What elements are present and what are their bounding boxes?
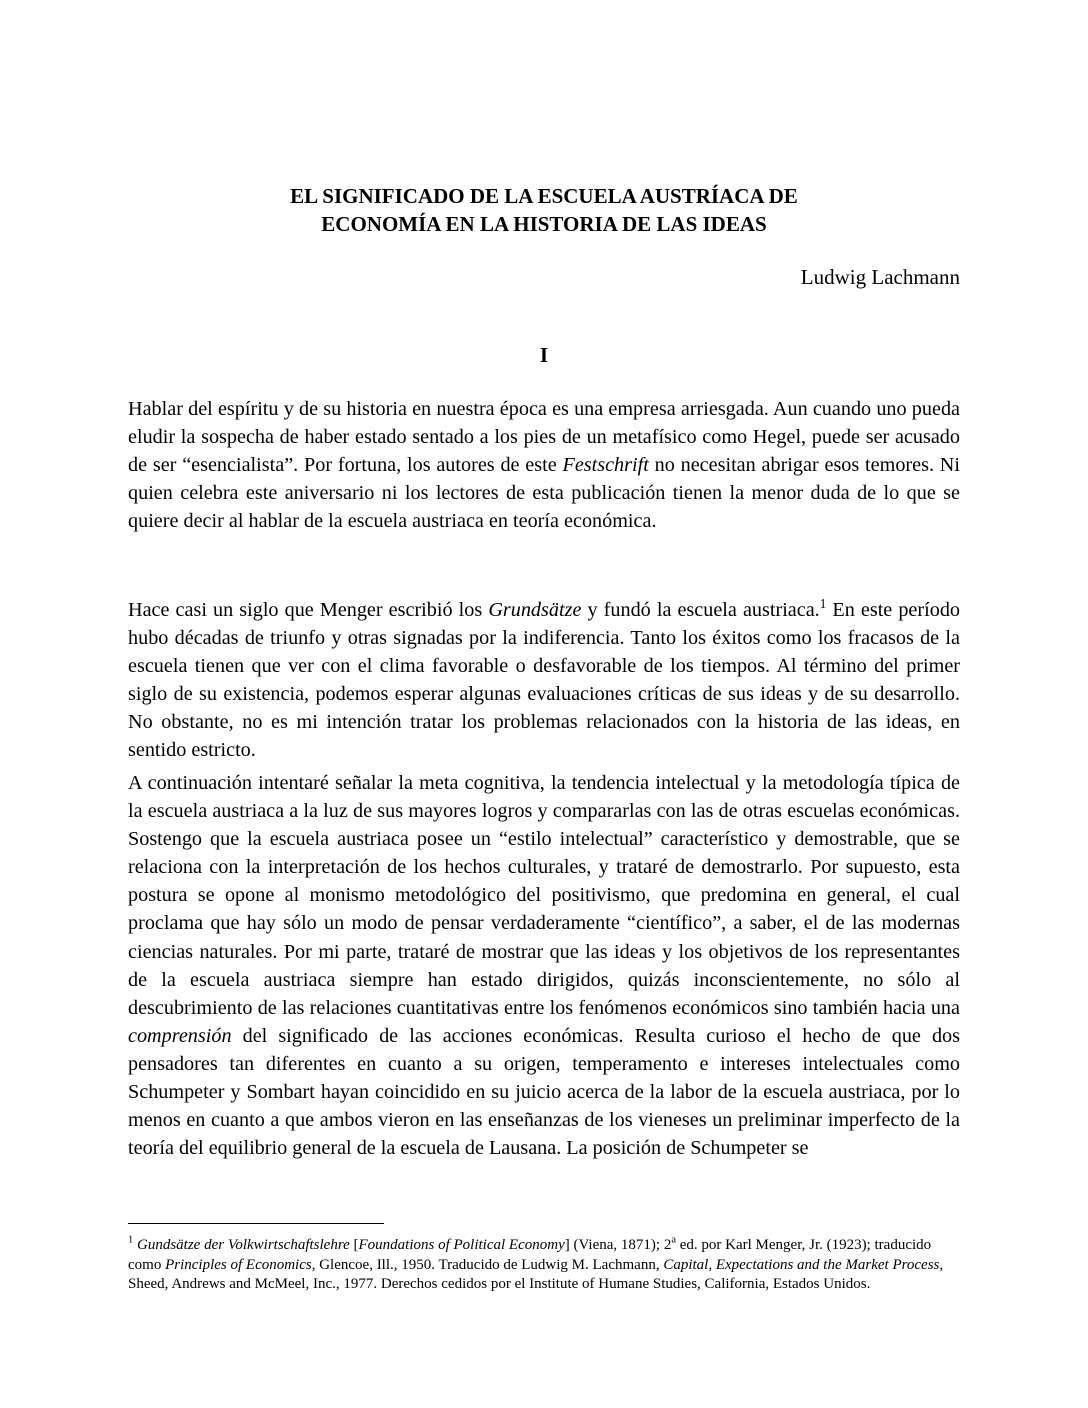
footnote-text: ed. por Karl Menger, Jr. (1923); traducido como <box>128 1237 932 1273</box>
footnote-italic: Gundsätze der Volkwirtschaftslehre <box>137 1237 350 1253</box>
italic-term: Festschrift <box>562 454 649 477</box>
paragraph-text: y fundó la escuela austriaca. <box>581 599 820 621</box>
footnote-italic: Principles of Economics <box>165 1256 312 1273</box>
paragraph-text: no necesitan abrigar esos temores. Ni quien celebra este aniversario ni los lectores de esta publicación tienen la menor duda de lo que se quiere decir al hablar de la escuela austriaca en teoría económica. <box>128 454 960 533</box>
paragraph-text: Hablar del espíritu y de su historia en nuestra época es una empresa arriesgada. Aun cuando uno pueda eludir la sospecha de haber estado sentado a los pies de un metafísico como Hegel, puede ser acusado de ser “esencialista”. Por fortuna, los autores de este <box>128 398 960 477</box>
paragraph-text: del significado de las acciones económicas. Resulta curioso el hecho de que dos pensadores tan diferentes en cuanto a su origen, temperamento e intereses intelectuales como Schumpeter y Sombart hayan coincidido en su juicio acerca de la labor de la escuela austriaca, por lo menos en cuanto a que ambos vieron en las enseñanzas de los vieneses un preliminar imperfecto de la teoría del equilibrio general de la escuela de Lausana. La posición de Schumpeter se <box>128 1024 960 1160</box>
italic-term: comprensión <box>128 1024 232 1047</box>
footnote-superscript: a <box>671 1234 676 1246</box>
title-line-1: EL SIGNIFICADO DE LA ESCUELA AUSTRÍACA DE <box>290 184 798 208</box>
paragraph-text: A continuación intentaré señalar la meta cognitiva, la tendencia intelectual y la metodología típica de la escuela austriaca a la luz de sus mayores logros y compararlas con las de otras escuelas económicas. Sostengo que la escuela austriaca posee un “estilo intelectual” característico y demostrable, que se relaciona con la interpretación de los hechos culturales, y trataré de demostrarlo. Por supuesto, esta postura se opone al monismo metodológico del positivismo, que predomina en general, el cual proclama que hay sólo un modo de pensar verdaderamente “científico”, a saber, el de las modernas ciencias naturales. Por mi parte, trataré de mostrar que las ideas y los objetivos de los representantes de la escuela austriaca siempre han estado dirigidos, quizás inconscientemente, no sólo al descubrimiento de las relaciones cuantitativas entre los fenómenos económicos sino también hacia una <box>128 772 960 1019</box>
footnote-italic: Capital, Expectations and the Market Process <box>663 1256 940 1273</box>
footnote-number: 1 <box>128 1234 134 1246</box>
paragraph-1 <box>128 395 960 535</box>
paragraph-2 <box>128 596 960 765</box>
author-name: Ludwig Lachmann <box>800 265 960 289</box>
section-heading: I <box>539 343 549 367</box>
footnote-text: ] (Viena, 1871); 2 <box>564 1237 672 1253</box>
paragraph-text: Hace casi un siglo que Menger escribió los <box>128 599 489 621</box>
footnote-text: , Glencoe, Ill., 1950. Traducido de Ludwig M. Lachmann, <box>311 1256 664 1273</box>
document-title <box>200 182 888 238</box>
footnote-italic: Foundations of Political Economy <box>358 1237 565 1253</box>
paragraph-3 <box>128 769 960 1162</box>
footnote-1 <box>128 1236 962 1295</box>
footnote-text: [ <box>349 1237 359 1253</box>
footnote-reference[interactable]: 1 <box>819 596 827 612</box>
italic-term: Grundsätze <box>488 599 582 621</box>
paragraph-text: En este período hubo décadas de triunfo y otras signadas por la indiferencia. Tanto los éxitos como los fracasos de la escuela tienen que ver con el clima favorable o desfavorable de los tiempos. Al término del primer siglo de su existencia, podemos esperar algunas evaluaciones críticas de sus ideas y de su desarrollo. No obstante, no es mi intención tratar los problemas relacionados con la historia de las ideas, en sentido estricto. <box>128 599 961 762</box>
title-line-2: ECONOMÍA EN LA HISTORIA DE LAS IDEAS <box>321 212 767 236</box>
footnote-divider <box>128 1223 384 1224</box>
footnote-text: , Sheed, Andrews and McMeel, Inc., 1977. Derechos cedidos por el Institute of Humane Studies, California, Estados Unidos. <box>128 1256 944 1292</box>
